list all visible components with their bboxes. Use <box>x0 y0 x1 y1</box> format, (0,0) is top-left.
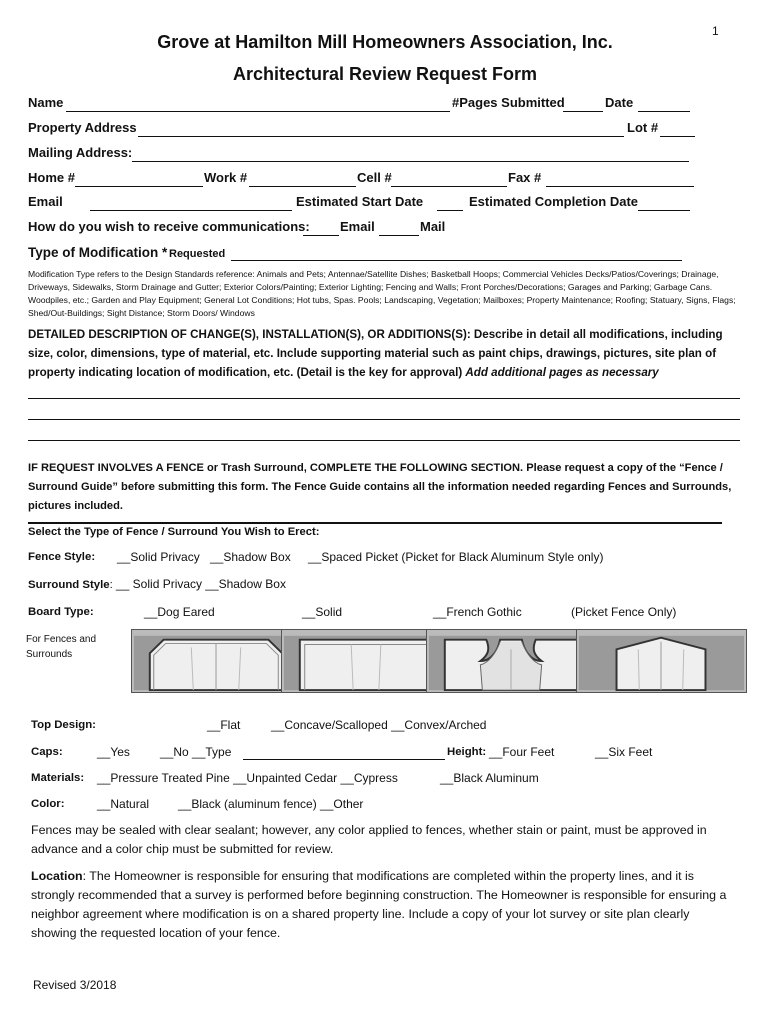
sealant-note: Fences may be sealed with clear sealant; however, any color applied to fences, whether stain or paint, must be approved in advance and a color chip must be submitted for review. <box>31 823 707 856</box>
home-phone-input-line[interactable] <box>75 186 203 187</box>
fence-style-spaced-picket[interactable]: __Spaced Picket (Picket for Black Aluminum Style only) <box>308 550 604 564</box>
detail-instructions <box>28 325 738 382</box>
fence-style-solid-privacy[interactable]: __Solid Privacy <box>117 550 200 564</box>
lot-label: Lot # <box>627 120 659 135</box>
color-black-other[interactable]: __Black (aluminum fence) __Other <box>178 797 364 811</box>
page-number: 1 <box>712 24 719 38</box>
fax-label: Fax # <box>508 170 542 185</box>
requested-label: Requested <box>169 248 226 260</box>
height-four-feet[interactable]: __Four Feet <box>489 745 555 759</box>
fence-select-heading: Select the Type of Fence / Surround You Wish to Erect: <box>28 526 320 538</box>
caps-yes[interactable]: __Yes <box>97 745 130 759</box>
comm-mail-label: Mail <box>420 219 446 234</box>
top-design-flat[interactable]: __Flat <box>207 718 241 732</box>
caps-type-input-line[interactable] <box>243 759 445 760</box>
top-design-label: Top Design: <box>31 719 96 731</box>
location-label: Location <box>31 869 83 883</box>
board-type-french-gothic[interactable]: __French Gothic <box>433 605 522 619</box>
french-gothic-board-image <box>426 629 597 693</box>
surround-style-shadow-box[interactable]: __Shadow Box <box>205 577 286 591</box>
form-title: Architectural Review Request Form <box>232 64 538 84</box>
board-type-label: Board Type: <box>28 606 94 618</box>
surround-style-row: Surround Style: __ Solid Privacy __Shadow Box <box>28 577 286 591</box>
section-divider <box>28 522 722 524</box>
work-phone-label: Work # <box>204 170 248 185</box>
location-note <box>31 867 736 943</box>
organization-title: Grove at Hamilton Mill Homeowners Association, Inc. <box>157 32 613 52</box>
name-input-line[interactable] <box>66 111 450 112</box>
caps-label: Caps: <box>31 746 63 758</box>
cell-phone-label: Cell # <box>357 170 392 185</box>
modification-type-label: Type of Modification * <box>28 245 168 260</box>
comm-email-checkline[interactable] <box>303 235 339 236</box>
lot-input-line[interactable] <box>660 136 695 137</box>
date-input-line[interactable] <box>638 111 690 112</box>
pages-submitted-label: #Pages Submitted <box>452 95 565 110</box>
color-natural[interactable]: __Natural <box>97 797 150 811</box>
completion-date-input-line[interactable] <box>638 210 690 211</box>
modification-type-input-line[interactable] <box>231 260 682 261</box>
materials-black-aluminum[interactable]: __Black Aluminum <box>440 771 539 785</box>
fence-style-label: Fence Style: <box>28 551 96 563</box>
date-label: Date <box>605 95 634 110</box>
communication-question: How do you wish to receive communications: <box>28 219 310 234</box>
board-note-line1: For Fences and <box>26 634 97 645</box>
height-six-feet[interactable]: __Six Feet <box>595 745 653 759</box>
dog-eared-board-image <box>131 629 302 693</box>
property-address-label: Property Address <box>28 120 137 135</box>
picket-board-image <box>576 629 747 693</box>
description-line[interactable] <box>28 419 740 420</box>
detail-instructions-text: DETAILED DESCRIPTION OF CHANGE(S), INSTALLATION(S), OR ADDITIONS(S): Describe in detail all modifications, including size, color, dimensions, type of material, etc. Include supporting material such as paint chips, drawings, pictures, site plan of property indicating location of modification, etc. (Detail is the key for approval) <box>28 328 723 379</box>
board-type-label-text: Board Type <box>28 606 90 618</box>
mailing-address-input-line[interactable] <box>132 161 689 162</box>
caps-no-type[interactable]: __No __Type <box>160 745 232 759</box>
comm-mail-checkline[interactable] <box>379 235 419 236</box>
picket-fence-only-note: (Picket Fence Only) <box>571 605 677 619</box>
home-phone-label: Home # <box>28 170 75 185</box>
modification-reference-text: Modification Type refers to the Design Standards reference: Animals and Pets; Antennae/Satellite Dishes; Basketball Hoops; Commercial Vehicles Decks/Patios/Coverings; Drainage, Driveways, Sidewalks, Storm Drainage and Gutter; Exterior Colors/Painting; Exterior Lighting; Fencing and Walls; Front Porches/Decorations; Garages and Parking; Garbage Cans. Woodpiles, etc.; Garden and Play Equipment; General Lot Conditions; Hot tubs, Spas. Pools; Landscaping, Vegetation; Mailboxes; Property Maintenance; Roofing; Statuary, Signs, Flags; Shed/Out-Buildings; Sight Distance; Storm Doors/ Windows <box>28 269 736 318</box>
start-date-label: Estimated Start Date <box>296 194 424 209</box>
fax-input-line[interactable] <box>546 186 694 187</box>
mailing-address-label: Mailing Address: <box>28 145 133 160</box>
location-text: : The Homeowner is responsible for ensuring that modifications are completed within the property lines, and it is strongly recommended that a survey is performed before beginning construction. The Homeowner is responsible for ensuring a neighbor agreement where modification is on a shared property line. Include a copy of your lot survey or site plan clearly showing the requested location of your fence. <box>31 869 727 940</box>
comm-email-label: Email <box>340 219 375 234</box>
description-line[interactable] <box>28 398 740 399</box>
materials-label: Materials: <box>31 772 85 784</box>
property-address-input-line[interactable] <box>138 136 624 137</box>
board-type-solid[interactable]: __Solid <box>302 605 343 619</box>
fence-section-intro: IF REQUEST INVOLVES A FENCE or Trash Surround, COMPLETE THE FOLLOWING SECTION. Please request a copy of the “Fence / Surround Guide” before submitting this form. The Fence Guide contains all the information needed regarding Fences and Surrounds, pictures included. <box>28 462 732 512</box>
fence-style-shadow-box[interactable]: __Shadow Box <box>210 550 291 564</box>
revision-footer: Revised 3/2018 <box>33 978 117 992</box>
surround-style-label: Surround Style <box>28 579 110 591</box>
name-label: Name <box>28 95 64 110</box>
materials-wood-options[interactable]: __Pressure Treated Pine __Unpainted Cedar __Cypress <box>97 771 398 785</box>
board-note-line2: Surrounds <box>26 649 73 660</box>
surround-style-solid-privacy[interactable]: __ Solid Privacy <box>116 577 203 591</box>
description-line[interactable] <box>28 440 740 441</box>
pages-submitted-input-line[interactable] <box>563 111 603 112</box>
start-date-input-line[interactable] <box>437 210 463 211</box>
work-phone-input-line[interactable] <box>249 186 356 187</box>
board-type-dog-eared[interactable]: __Dog Eared <box>144 605 215 619</box>
fence-style-label-text: Fence Style <box>28 551 92 563</box>
email-label: Email <box>28 194 63 209</box>
cell-phone-input-line[interactable] <box>391 186 507 187</box>
email-input-line[interactable] <box>90 210 292 211</box>
color-label: Color: <box>31 798 65 810</box>
detail-additional-pages-note: Add additional pages as necessary <box>465 366 659 379</box>
top-design-concave-convex[interactable]: __Concave/Scalloped __Convex/Arched <box>271 718 487 732</box>
completion-date-label: Estimated Completion Date <box>469 194 639 209</box>
height-label: Height: <box>447 746 487 758</box>
